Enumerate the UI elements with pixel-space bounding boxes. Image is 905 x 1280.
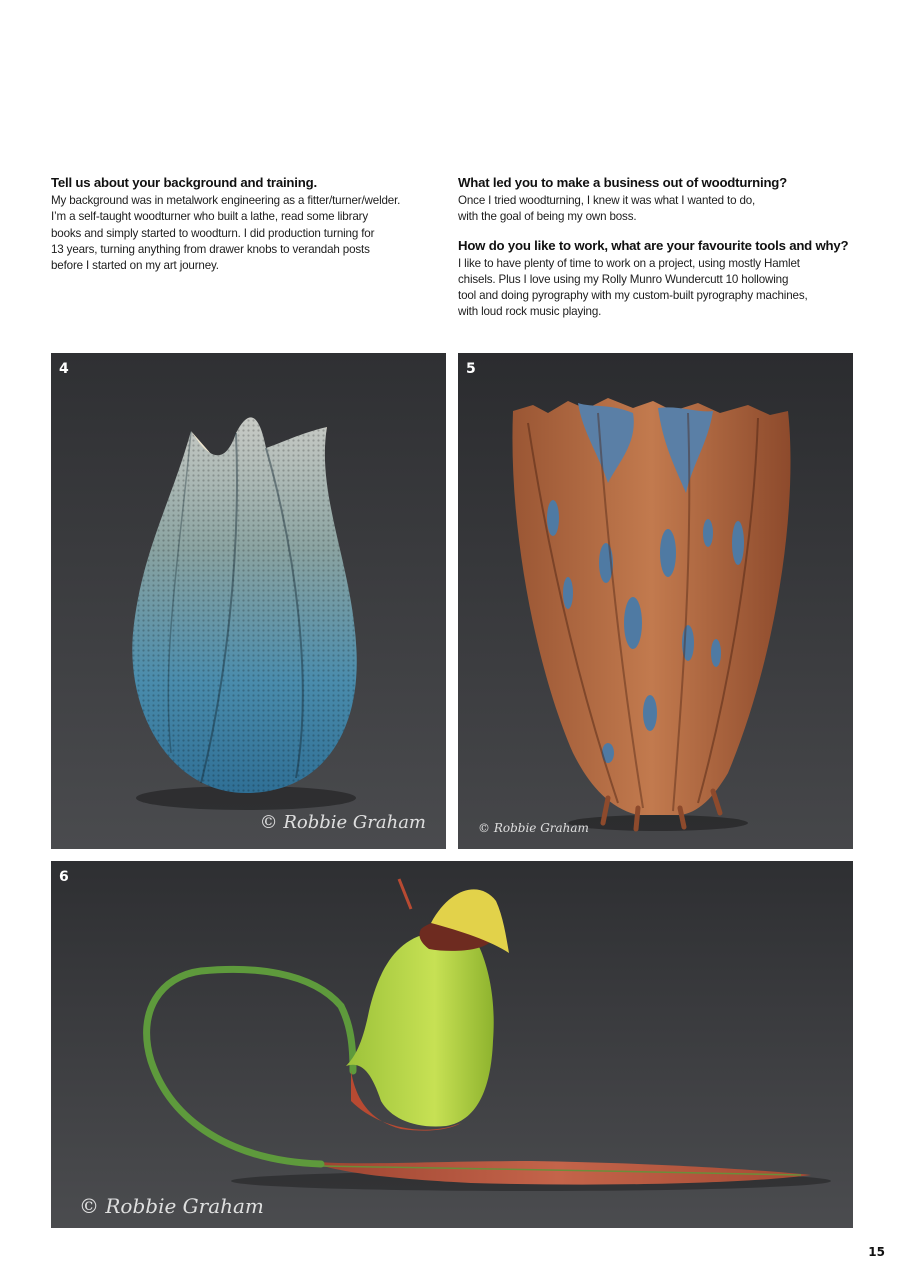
- answer-line: My background was in metalwork engineering as a fitter/turner/welder.: [51, 194, 401, 207]
- photo-credit: © Robbie Graham: [259, 812, 426, 833]
- page-number: 15: [868, 1245, 885, 1259]
- photo-5: [458, 353, 853, 849]
- answer-business: [458, 193, 858, 226]
- answer-background: [51, 193, 441, 274]
- answer-tools: [458, 256, 858, 321]
- carved-vessel-image: [458, 353, 853, 849]
- photo-6: [51, 861, 853, 1228]
- answer-line: I’m a self-taught woodturner who built a lathe, read some library: [51, 210, 368, 224]
- tulip-vessel-image: [51, 353, 446, 849]
- photo-4: [51, 353, 446, 849]
- photo-number: 6: [59, 869, 69, 885]
- answer-line: with the goal of being my own boss.: [458, 210, 637, 224]
- answer-line: before I started on my art journey.: [51, 259, 219, 273]
- question-heading-background: Tell us about your background and training.: [51, 175, 317, 190]
- question-heading-tools: How do you like to work, what are your favourite tools and why?: [458, 237, 849, 253]
- article-column-right: [458, 175, 858, 329]
- photo-credit: © Robbie Graham: [79, 1194, 264, 1218]
- answer-line: with loud rock music playing.: [458, 305, 602, 319]
- article-column-left: [51, 175, 441, 282]
- photo-number: 5: [466, 361, 476, 377]
- pitcher-plant-image: [51, 861, 853, 1228]
- photo-number: 4: [59, 361, 69, 377]
- answer-line: Once I tried woodturning, I knew it was what I wanted to do,: [458, 194, 756, 207]
- question-heading-business: What led you to make a business out of woodturning?: [458, 175, 788, 190]
- answer-line: tool and doing pyrography with my custom-built pyrography machines,: [458, 289, 808, 303]
- answer-line: chisels. Plus I love using my Rolly Munro Wundercutt 10 hollowing: [458, 272, 789, 286]
- photo-credit: © Robbie Graham: [478, 821, 589, 835]
- answer-line: 13 years, turning anything from drawer knobs to verandah posts: [51, 242, 370, 256]
- answer-line: books and simply started to woodturn. I did production turning for: [51, 226, 375, 240]
- answer-line: I like to have plenty of time to work on a project, using mostly Hamlet: [458, 256, 800, 270]
